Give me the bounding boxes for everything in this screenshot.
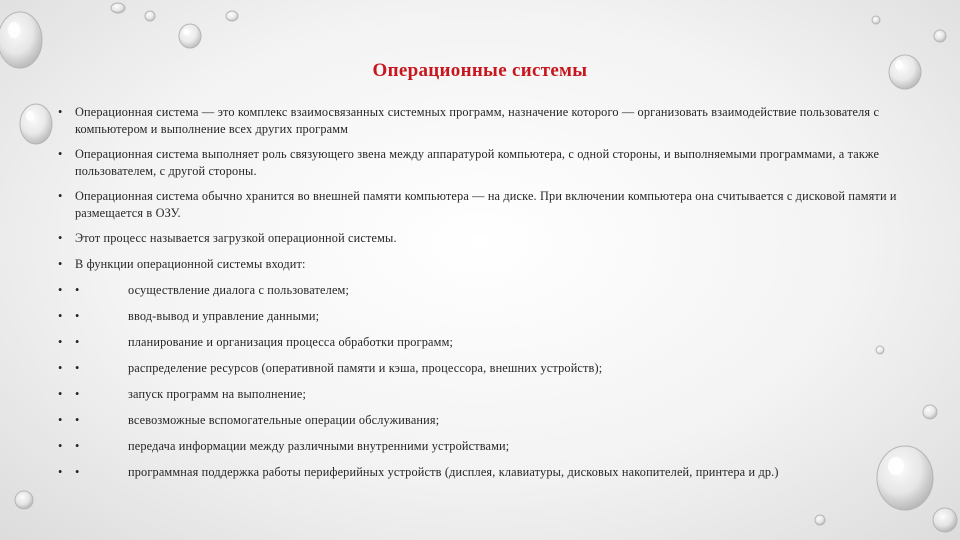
function-text: осуществление диалога с пользователем; xyxy=(128,283,350,297)
function-item xyxy=(58,464,918,481)
list-item xyxy=(58,188,918,222)
function-text: ввод-вывод и управление данными; xyxy=(128,309,320,323)
function-item xyxy=(58,412,918,429)
bullet-icon: • xyxy=(58,413,63,427)
sub-bullet-icon: • xyxy=(75,361,80,375)
bullet-icon: • xyxy=(58,189,63,203)
sub-bullet-icon: • xyxy=(75,387,80,401)
bullet-icon: • xyxy=(58,465,63,479)
function-text: программная поддержка работы периферийных устройств (дисплея, клавиатуры, дисковых накопителей, принтера и др.) xyxy=(128,465,779,479)
bullet-icon: • xyxy=(58,147,63,161)
function-item xyxy=(58,386,918,403)
list-item xyxy=(58,230,918,247)
sub-bullet-icon: • xyxy=(75,335,80,349)
paragraph-text: В функции операционной системы входит: xyxy=(75,257,306,271)
function-text: передача информации между различными внутренними устройствами; xyxy=(128,439,510,453)
paragraph-text: Операционная система обычно хранится во внешней памяти компьютера — на диске. При включении компьютера она считывается с дисковой памяти и размещается в ОЗУ. xyxy=(75,189,897,220)
bullet-icon: • xyxy=(58,439,63,453)
paragraph-text: Операционная система — это комплекс взаимосвязанных системных программ, назначение которого — организовать взаимодействие пользователя с компьютером и выполнение всех других программ xyxy=(75,105,880,136)
paragraph-text: Этот процесс называется загрузкой операционной системы. xyxy=(75,231,397,245)
function-item xyxy=(58,334,918,351)
bullet-icon: • xyxy=(58,361,63,375)
bullet-icon: • xyxy=(58,335,63,349)
function-text: планирование и организация процесса обработки программ; xyxy=(128,335,454,349)
function-item xyxy=(58,360,918,377)
list-item xyxy=(58,146,918,180)
function-text: всевозможные вспомогательные операции обслуживания; xyxy=(128,413,440,427)
sub-bullet-icon: • xyxy=(75,439,80,453)
function-item xyxy=(58,282,918,299)
sub-bullet-icon: • xyxy=(75,465,80,479)
bullet-icon: • xyxy=(58,257,63,271)
bullet-icon: • xyxy=(58,283,63,297)
bullet-icon: • xyxy=(58,387,63,401)
function-item xyxy=(58,438,918,455)
paragraph-text: Операционная система выполняет роль связующего звена между аппаратурой компьютера, с одной стороны, и выполняемыми программами, а также пользователем, с другой стороны. xyxy=(75,147,880,178)
sub-bullet-icon: • xyxy=(75,283,80,297)
slide-title: Операционные системы xyxy=(372,60,588,81)
sub-bullet-icon: • xyxy=(75,309,80,323)
function-text: распределение ресурсов (оперативной памяти и кэша, процессора, внешних устройств); xyxy=(128,361,603,375)
function-item xyxy=(58,308,918,325)
sub-bullet-icon: • xyxy=(75,413,80,427)
bullet-icon: • xyxy=(58,231,63,245)
bullet-icon: • xyxy=(58,105,63,119)
bullet-icon: • xyxy=(58,309,63,323)
function-text: запуск программ на выполнение; xyxy=(128,387,307,401)
bullet-list xyxy=(58,104,918,490)
list-item xyxy=(58,104,918,138)
list-item xyxy=(58,256,918,273)
